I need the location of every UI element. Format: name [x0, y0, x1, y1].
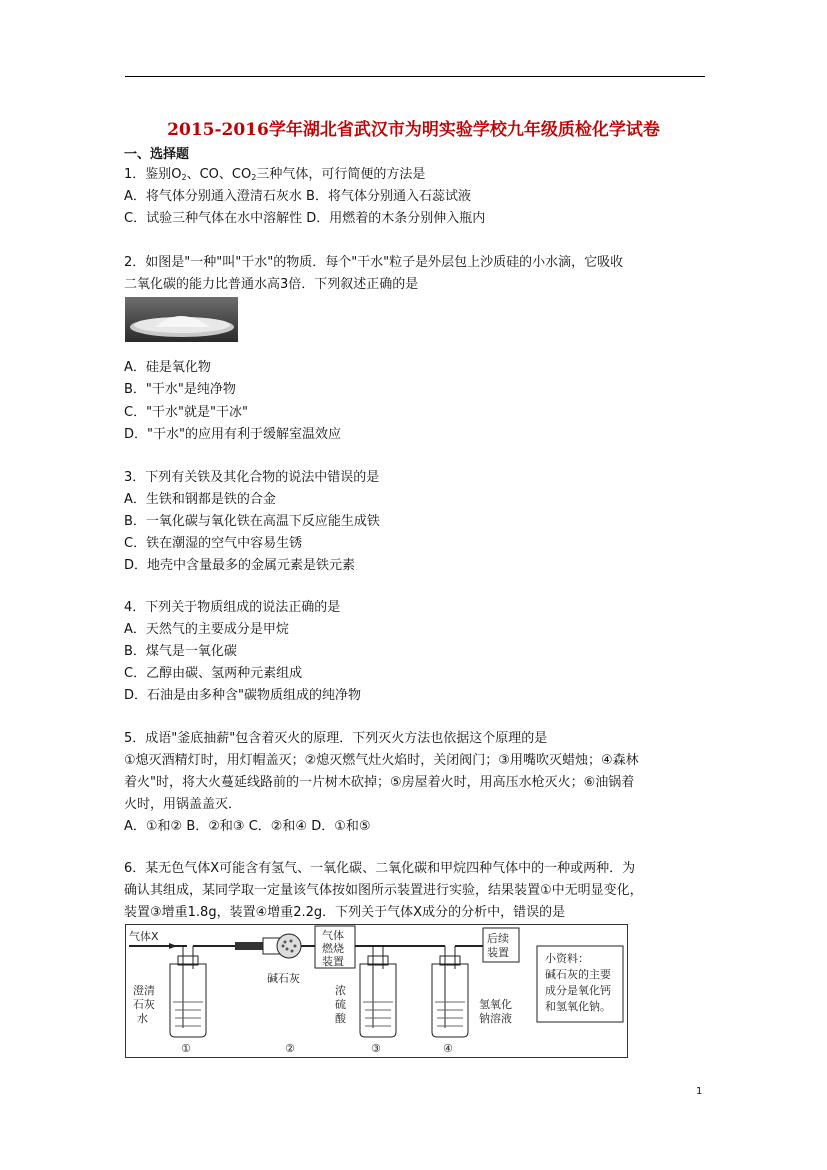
note-line1: 碱石灰的主要: [545, 968, 611, 981]
acid-label-2: 硫: [335, 998, 346, 1011]
sodalime-label: 碱石灰: [267, 972, 300, 985]
q2-option-d: D．"干水"的应用有利于缓解室温效应: [124, 427, 341, 442]
gas-x-label: 气体X: [129, 930, 159, 943]
q2-option-b: B．"干水"是纯净物: [124, 382, 236, 397]
q2-stem-line2: 二氧化碳的能力比普通水高3倍．下列叙述正确的是: [124, 277, 419, 292]
q3-option-c: C．铁在潮湿的空气中容易生锈: [124, 536, 303, 551]
q5-line1: ①熄灭酒精灯时，用灯帽盖灭；②熄灭燃气灶火焰时，关闭阀门；③用嘴吹灭蜡烛；④森林: [124, 753, 639, 768]
q2-option-c: C．"干水"就是"干冰": [124, 405, 248, 420]
apparatus-num-2: ②: [285, 1042, 295, 1055]
apparatus-num-3: ③: [371, 1042, 381, 1055]
q3-option-a: A．生铁和钢都是铁的合金: [124, 492, 276, 507]
q2-option-a: A．硅是氧化物: [124, 360, 211, 375]
limewater-label-1: 澄清: [133, 984, 155, 997]
note-title: 小资料：: [545, 952, 589, 965]
acid-label-3: 酸: [335, 1012, 346, 1025]
note-line2: 成分是氧化钙: [545, 984, 611, 997]
limewater-label-2: 石灰: [133, 998, 155, 1011]
follow-label-2: 装置: [487, 946, 509, 959]
q6-line2: 确认其组成，某同学取一定量该气体按如图所示装置进行实验，结果装置①中无明显变化，: [124, 883, 643, 898]
q6-line3: 装置③增重1.8g，装置④增重2.2g．下列关于气体X成分的分析中，错误的是: [124, 905, 566, 920]
naoh-label-1: 氢氧化: [479, 998, 512, 1011]
q4-option-b: B．煤气是一氧化碳: [124, 644, 237, 659]
dry-water-photo: [125, 297, 238, 342]
apparatus-num-1: ①: [181, 1042, 191, 1055]
q5-line3: 火时，用锅盖盖灭．: [124, 797, 242, 812]
q6-line1: 6．某无色气体X可能含有氢气、一氧化碳、二氧化碳和甲烷四种气体中的一种或两种．为: [124, 861, 636, 876]
q4-stem: 4．下列关于物质组成的说法正确的是: [124, 600, 341, 615]
naoh-label-2: 钠溶液: [479, 1012, 512, 1025]
limewater-label-3: 水: [137, 1012, 148, 1025]
q4-option-a: A．天然气的主要成分是甲烷: [124, 622, 289, 637]
apparatus-num-4: ④: [443, 1042, 453, 1055]
q2-stem-line1: 2．如图是"一种"叫"干水"的物质．每个"干水"粒子是外层包上沙质硅的小水滴，它吸收: [124, 255, 624, 270]
q3-option-d: D．地壳中含量最多的金属元素是铁元素: [124, 558, 356, 573]
page-title: 2015-2016学年湖北省武汉市为明实验学校九年级质检化学试卷: [167, 120, 660, 140]
burner-label-3: 装置: [322, 955, 344, 968]
follow-label-1: 后续: [487, 932, 509, 945]
apparatus-diagram: [125, 924, 628, 1058]
q3-option-b: B．一氧化碳与氧化铁在高温下反应能生成铁: [124, 514, 380, 529]
burner-label-1: 气体: [322, 929, 344, 942]
q1-options-cd: C．试验三种气体在水中溶解性 D．用燃着的木条分别伸入瓶内: [124, 211, 486, 226]
q5-line2: 着火"时，将大火蔓延线路前的一片树木砍掉；⑤房屋着火时，用高压水枪灭火；⑥油锅着: [124, 775, 635, 790]
q1-stem: 1．鉴别$O_2$、CO、$CO_2$三种气体，可行简便的方法是: [124, 167, 426, 182]
acid-label-1: 浓: [335, 984, 346, 997]
header-rule: [125, 76, 705, 77]
q3-stem: 3．下列有关铁及其化合物的说法中错误的是: [124, 470, 380, 485]
q5-stem: 5．成语"釜底抽薪"包含着灭火的原理．下列灭火方法也依据这个原理的是: [124, 731, 548, 746]
q5-options: A．①和② B．②和③ C．②和④ D．①和⑤: [124, 819, 371, 834]
q4-option-c: C．乙醇由碳、氢两种元素组成: [124, 666, 303, 681]
note-line3: 和氢氧化钠。: [545, 1000, 611, 1013]
burner-label-2: 燃烧: [322, 942, 344, 955]
q4-option-d: D．石油是由多种含"碳物质组成的纯净物: [124, 688, 361, 703]
q1-options-ab: A．将气体分别通入澄清石灰水 B．将气体分别通入石蕊试液: [124, 189, 471, 204]
page-number: 1: [696, 1086, 703, 1097]
section-heading: 一、选择题: [124, 147, 190, 162]
